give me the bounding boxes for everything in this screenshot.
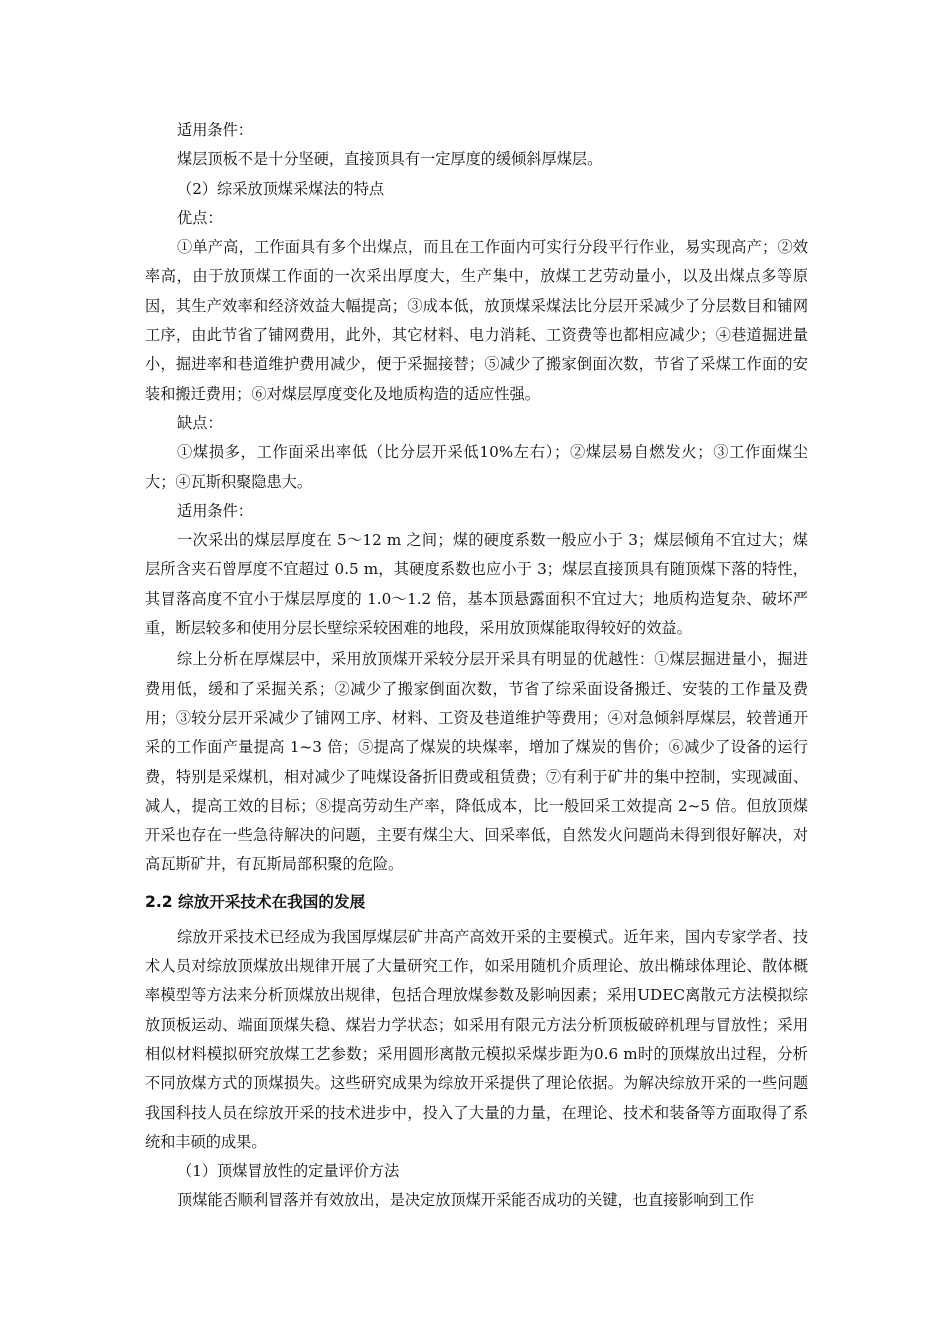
conditions-label: 适用条件： (177, 121, 253, 139)
disadvantages-text: ①煤损多，工作面采出率低（比分层开采低10%左右）；②煤层易自燃发火；③工作面煤尘大；④瓦斯积聚隐患大。 (145, 443, 808, 491)
advantages-text: ①单产高，工作面具有多个出煤点，而且在工作面内可实行分段平行作业，易实现高产；②效率高，由于放顶煤工作面的一次采出厚度大，生产集中，放煤工艺劳动量小，以及出煤点多等原因，其生产效率和经济效益大幅提高；③成本低，放顶煤采煤法比分层开采减少了分层数目和铺网工序，由此节省了铺网费用，此外，其它材料、电力消耗、工资费等也都相应减少；④巷道掘进量小，掘进率和巷道维护费用减少，便于采掘接替；⑤减少了搬家倒面次数，节省了采煤工作面的安装和搬迁费用；⑥对煤层厚度变化及地质构造的适应性强。 (145, 238, 808, 403)
conditions-text: 煤层顶板不是十分坚硬，直接顶具有一定厚度的缓倾斜厚煤层。 (177, 150, 603, 169)
section-heading-2-2: 2.2 综放开采技术在我国的发展 (145, 892, 366, 911)
applicable-conditions-label: 适用条件： (177, 501, 253, 520)
disadvantages-label: 缺点： (177, 413, 223, 432)
applicable-conditions-text: 一次采出的煤层厚度在 5～12 m 之间；煤的硬度系数一般应小于 3；煤层倾角不宜过大；煤层所含夹石曾厚度不宜超过 0.5 m，其硬度系数也应小于 3；煤层直接顶具有随顶煤下落的特性，其冒落高度不宜小于煤层厚度的 1.0～1.2 倍，基本顶悬露面积不宜过大；地质构造复杂、破坏严重，断层较多和使用分层长壁综采较困难的地段，采用放顶煤能取得较好的效益。 (145, 531, 808, 638)
subsection-paragraph: 顶煤能否顺利冒落并有效放出，是决定放顶煤开采能否成功的关键，也直接影响到工作 (177, 1191, 755, 1210)
document-page (145, 116, 808, 1216)
section-2-2-paragraph: 综放开采技术已经成为我国厚煤层矿井高产高效开采的主要模式。近年来，国内专家学者、技术人员对综放顶煤放出规律开展了大量研究工作，如采用随机介质理论、放出椭球体理论、散体概率模型等方法来分析顶煤放出规律，包括合理放煤参数及影响因素；采用UDEC离散元方法模拟综放顶板运动、端面顶煤失稳、煤岩力学状态；如采用有限元方法分析顶板破碎机理与冒放性；采用相似材料模拟研究放煤工艺参数；采用圆形离散元模拟采煤步距为0.6 m时的顶煤放出过程，分析不同放煤方式的顶煤损失。这些研究成果为综放开采提供了理论依据。为解决综放开采的一些问题我国科技人员在综放开采的技术进步中，投入了大量的力量，在理论、技术和装备等方面取得了系统和丰硕的成果。 (145, 927, 808, 1151)
subsection-heading-fully-mechanized: （2）综采放顶煤采煤法的特点 (177, 179, 385, 198)
summary-paragraph: 综上分析在厚煤层中，采用放顶煤开采较分层开采具有明显的优越性：①煤层掘进量小，掘进费用低，缓和了采掘关系；②减少了搬家倒面次数，节省了综采面设备搬迁、安装的工作量及费用；③较分层开采减少了铺网工序、材料、工资及巷道维护等费用；④对急倾斜厚煤层，较普通开采的工作面产量提高 1~3 倍；⑤提高了煤炭的块煤率，增加了煤炭的售价；⑥减少了设备的运行费，特别是采煤机，相对减少了吨煤设备折旧费或租赁费；⑦有利于矿井的集中控制，实现减面、减人，提高工效的目标；⑧提高劳动生产率，降低成本，比一般回采工效提高 2~5 倍。但放顶煤开采也存在一些急待解决的问题，主要有煤尘大、回采率低，自然发火问题尚未得到很好解决，对高瓦斯矿井，有瓦斯局部积聚的危险。 (145, 650, 808, 874)
subsection-heading-top-coal-caving: （1）顶煤冒放性的定量评价方法 (177, 1162, 400, 1181)
advantages-label: 优点： (177, 208, 223, 227)
